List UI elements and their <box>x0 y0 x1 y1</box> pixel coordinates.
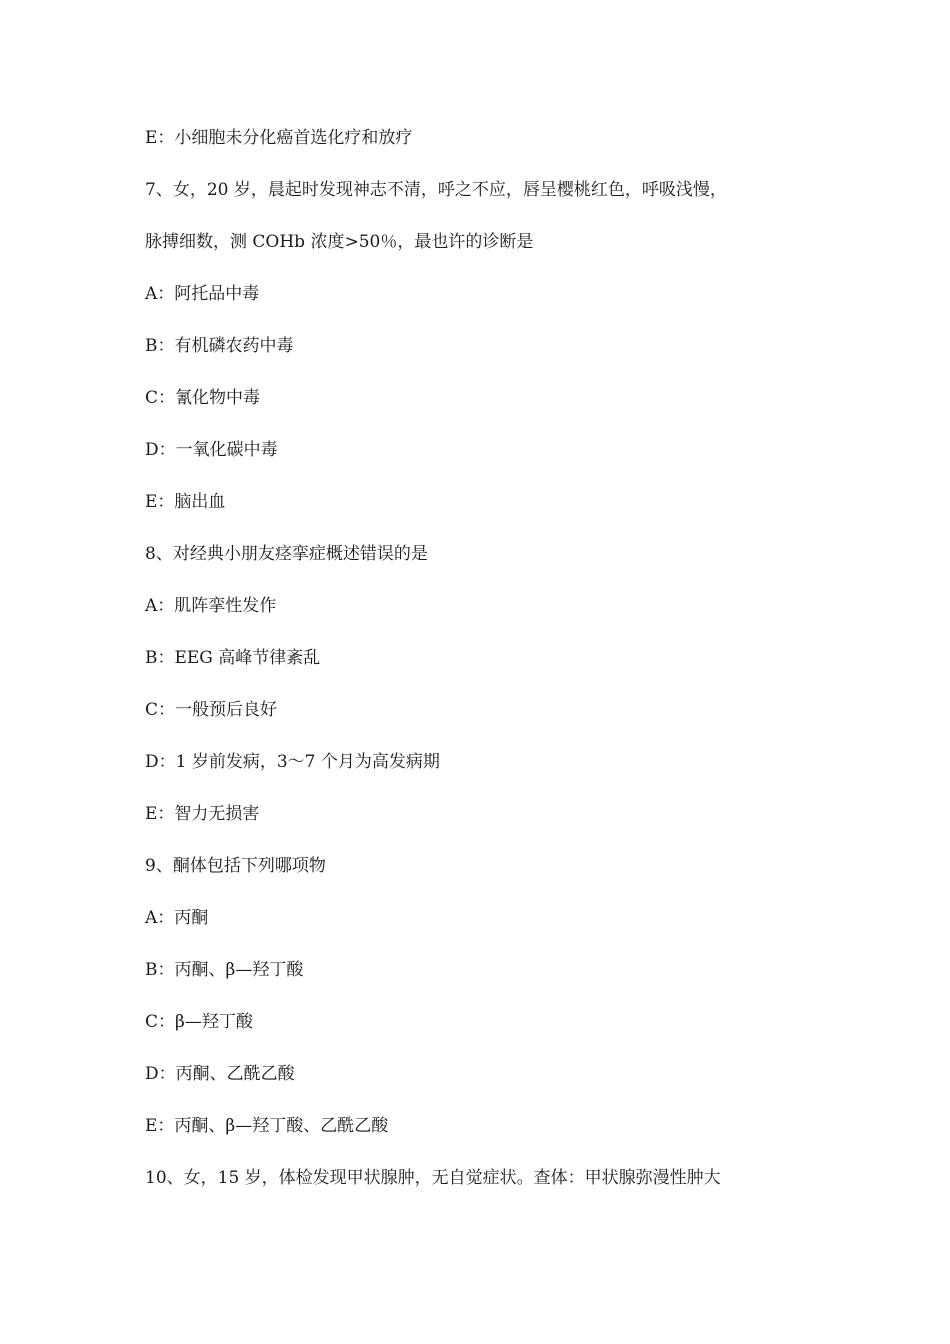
question-7-line-2: 脉搏细数，测 COHb 浓度>50％，最也许的诊断是 <box>145 232 534 252</box>
option-b-q8: B：EEG 高峰节律紊乱 <box>145 648 321 668</box>
option-e-q6: E：小细胞未分化癌首选化疗和放疗 <box>145 128 413 148</box>
option-d-q8: D：1 岁前发病，3～7 个月为高发病期 <box>145 752 440 772</box>
question-8: 8、对经典小朋友痉挛症概述错误的是 <box>145 544 428 564</box>
option-a-q7: A：阿托品中毒 <box>145 284 260 304</box>
option-c-q8: C：一般预后良好 <box>145 700 278 720</box>
option-c-q9: C：β—羟丁酸 <box>145 1012 253 1032</box>
question-9: 9、酮体包括下列哪项物 <box>145 856 326 876</box>
option-e-q9: E：丙酮、β—羟丁酸、乙酰乙酸 <box>145 1116 389 1136</box>
option-b-q7: B：有机磷农药中毒 <box>145 336 294 356</box>
option-d-q9: D：丙酮、乙酰乙酸 <box>145 1064 295 1084</box>
option-c-q7: C：氰化物中毒 <box>145 388 261 408</box>
option-e-q8: E：智力无损害 <box>145 804 260 824</box>
option-b-q9: B：丙酮、β—羟丁酸 <box>145 960 304 980</box>
question-7-line-1: 7、女，20 岁，晨起时发现神志不清，呼之不应，唇呈樱桃红色，呼吸浅慢， <box>145 180 727 200</box>
option-a-q8: A：肌阵挛性发作 <box>145 596 277 616</box>
option-a-q9: A：丙酮 <box>145 908 209 928</box>
question-10: 10、女，15 岁，体检发现甲状腺肿，无自觉症状。查体：甲状腺弥漫性肿大 <box>145 1168 721 1188</box>
option-d-q7: D：一氧化碳中毒 <box>145 440 278 460</box>
option-e-q7: E：脑出血 <box>145 492 226 512</box>
